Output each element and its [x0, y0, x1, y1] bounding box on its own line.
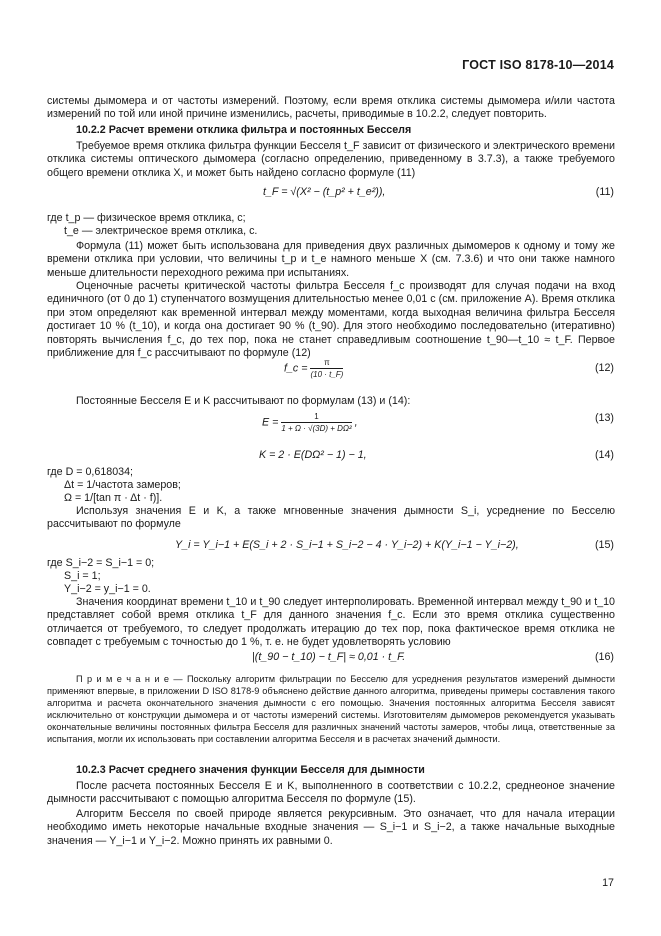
- standard-header: ГОСТ ISO 8178-10—2014: [462, 58, 614, 72]
- paragraph-averaging: Используя значения E и K, а также мгновенные значения дымности S_i, усреднение по Бесселю рассчитывают по формуле: [47, 505, 615, 531]
- equation-16: |(t_90 − t_10) − t_F| ≈ 0,01 · t_F.: [252, 651, 406, 663]
- equation-12-number: (12): [594, 362, 614, 374]
- equation-15: Y_i = Y_i−1 + E(S_i + 2 · S_i−1 + S_i−2 − 4 · Y_i−2) + K(Y_i−1 − Y_i−2),: [175, 539, 519, 551]
- equation-13-tail: ,: [354, 416, 358, 429]
- section-heading-10-2-3: [76, 764, 425, 776]
- equation-11-number: (11): [595, 186, 614, 198]
- page-number: 17: [602, 877, 614, 889]
- fraction-denominator: (10 · t_F): [310, 370, 344, 379]
- paragraph-top: системы дымомера и от частоты измерений. Поэтому, если время отклика системы дымомера и/или частота измерений по той или иной причине изменились, расчеты, приводимые в 10.2.2, следует повторить.: [47, 95, 615, 121]
- section-number: 10.2.2: [76, 124, 106, 136]
- where-line: Δt = 1/частота замеров;: [64, 479, 181, 491]
- fraction-denominator: 1 + Ω · √(3D) + DΩ²: [281, 424, 352, 433]
- fraction-numerator: 1: [281, 412, 351, 423]
- where-line: где S_i−2 = S_i−1 = 0;: [47, 557, 155, 569]
- equation-16-number: (16): [594, 651, 614, 663]
- where-line: где D = 0,618034;: [47, 466, 134, 478]
- note-block: П р и м е ч а н и е — Поскольку алгоритм фильтрации по Бесселю для усреднения результатов измерений дымности применяют впервые, в приложении D ISO 8178-9 объяснено действие данного алгоритма, приведены примеры составления такого алгоритма и расчета окончательного значения дымности с его помощью. Значения постоянных алгоритма Бесселя зависят исключительно от конструкции дымомера и от частоты измерений системы. Изготовителям дымомеров рекомендуется указывать окончательные величины постоянных фильтра Бесселя для различных значений частоты замеров, чтобы лица, ответственные за испытания, могли их использовать при составлении алгоритма Бесселя и в расчетах значений дымности.: [47, 674, 615, 744]
- equation-15-number: (15): [594, 539, 614, 551]
- paragraph-interpolation: Значения координат времени t_10 и t_90 следует интерполировать. Временной интервал между t_90 и t_10 представляет собой время отклика t_F для данного значения f_c. Если это время отклика существенно отличается от требуемого, то следует продолжать итерацию до тех пор, пока фактическое время отклика не совпадет с требуемым с точностью до 1 %, т. е. не будет удовлетворять условию: [47, 596, 615, 649]
- equation-14: K = 2 · E(DΩ² − 1) − 1,: [259, 449, 367, 461]
- where-line: Y_i−2 = y_i−1 = 0.: [64, 583, 151, 595]
- equation-12: [284, 358, 343, 379]
- section-title: Расчет среднего значения функции Бесселя для дымности: [108, 764, 425, 776]
- paragraph-average-value: После расчета постоянных Бесселя E и K, выполненного в соответствии с 10.2.2, среднеоное значение дымности рассчитывают с помощью алгоритма Бесселя по формуле (15).: [47, 780, 615, 806]
- paragraph-bessel-constants: Постоянные Бесселя E и K рассчитывают по формулам (13) и (14):: [76, 395, 411, 407]
- equation-12-fraction: [310, 358, 343, 379]
- section-number: 10.2.3: [76, 764, 106, 776]
- equation-11: t_F = √(X² − (t_p² + t_e²)),: [263, 186, 386, 198]
- where-line: Ω = 1/[tan π · Δt · f)].: [64, 492, 163, 504]
- paragraph-recursive: Алгоритм Бесселя по своей природе является рекурсивным. Это означает, что для начала итерации необходимо иметь некоторые начальные входные значения — S_i−1 и S_i−2, а также начальные выходные значения — Y_i−1 и Y_i−2. Можно принять их равными 0.: [47, 808, 615, 847]
- fraction-numerator: π: [310, 358, 343, 369]
- where-line: S_i = 1;: [64, 570, 101, 582]
- equation-14-number: (14): [594, 449, 614, 461]
- section-heading-10-2-2: [76, 124, 411, 136]
- equation-13-lhs: E =: [262, 416, 279, 429]
- paragraph-formula-11: Формула (11) может быть использована для приведения двух различных дымомеров к одному и тому же времени отклика при условии, что величины t_p и t_e намного меньше X (см. 7.3.6) и что они также намного меньше длительности переходного режима при испытаниях.: [47, 240, 615, 279]
- section-title: Расчет времени отклика фильтра и постоянных Бесселя: [108, 124, 412, 136]
- equation-13: [262, 412, 358, 433]
- equation-13-fraction: [281, 412, 351, 433]
- where-line: t_e — электрическое время отклика, с.: [64, 225, 258, 237]
- equation-13-number: (13): [594, 412, 614, 424]
- equation-12-lhs: f_c =: [284, 362, 308, 375]
- where-line: где t_p — физическое время отклика, с;: [47, 212, 246, 224]
- paragraph-response-time: Требуемое время отклика фильтра функции Бесселя t_F зависит от физического и электрического времени отклика системы оптического дымомера (согласно определению, приведенному в 3.7.3), а также требуемого общего времени отклика X, и может быть найдено согласно формуле (11): [47, 140, 615, 179]
- paragraph-critical-frequency: Оценочные расчеты критической частоты фильтра Бесселя f_c производят для случая подачи на вход единичного (от 0 до 1) ступенчатого возмущения длительностью менее 0,01 с (см. приложение А). Время отклика при этом определяют как временной интервал между моментами, когда выходная величина фильтра Бесселя достигает 10 % (t_10), и когда она достигает 90 % (t_90). Для этого необходимо последовательно (итеративно) повторять вычисления f_c, до тех пор, пока не станет справедливым соотношение t_90—t_10 ≈ t_F. Первое приближение для f_c рассчитывают по формуле (12): [47, 280, 615, 360]
